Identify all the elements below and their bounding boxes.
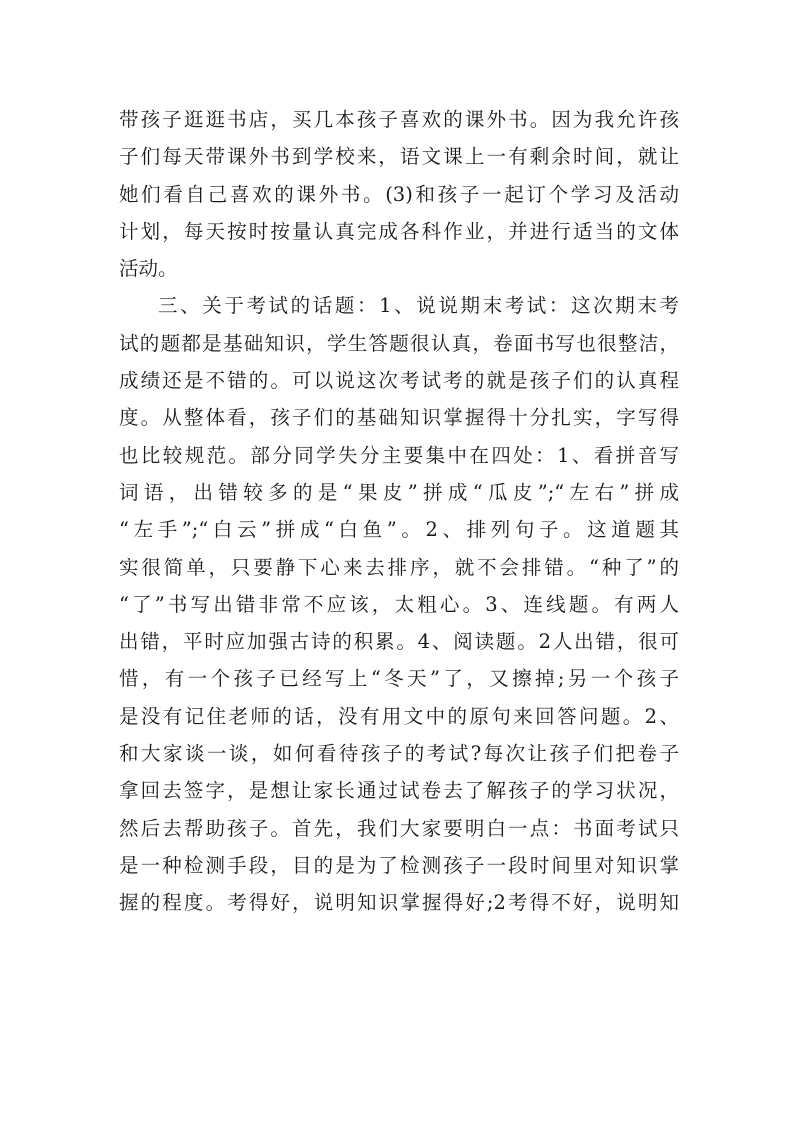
- text-line: 活动。: [119, 257, 178, 281]
- body-text: [119, 101, 679, 922]
- text-line: 实很简单，只要静下心来去排序，就不会排错。“种了”的: [119, 555, 679, 579]
- text-line: 惜，有一个孩子已经写上“冬天”了，又擦掉;另一个孩子: [119, 667, 679, 691]
- text-line: 出错，平时应加强古诗的积累。4、阅读题。2人出错，很可: [119, 630, 679, 654]
- text-line: 握的程度。考得好，说明知识掌握得好;2考得不好，说明知: [119, 891, 679, 915]
- text-line: 是没有记住老师的话，没有用文中的原句来回答问题。2、: [119, 704, 679, 728]
- text-line: 成绩还是不错的。可以说这次考试考的就是孩子们的认真程: [119, 369, 679, 393]
- text-line: 也比较规范。部分同学失分主要集中在四处：1、看拼音写: [119, 443, 679, 467]
- text-line: 是一种检测手段，目的是为了检测孩子一段时间里对知识掌: [119, 853, 679, 877]
- text-line: 拿回去签字，是想让家长通过试卷去了解孩子的学习状况，: [119, 779, 679, 803]
- text-line: 然后去帮助孩子。首先，我们大家要明白一点：书面考试只: [119, 816, 679, 840]
- text-line: 带孩子逛逛书店，买几本孩子喜欢的课外书。因为我允许孩: [119, 108, 679, 131]
- text-line: “了”书写出错非常不应该，太粗心。3、连线题。有两人: [119, 592, 679, 616]
- text-line: 词语，出错较多的是“果皮”拼成“瓜皮”;“左右”拼成: [119, 480, 679, 504]
- text-line: 度。从整体看，孩子们的基础知识掌握得十分扎实，字写得: [119, 406, 679, 430]
- text-line: 子们每天带课外书到学校来，语文课上一有剩余时间，就让: [119, 145, 679, 169]
- text-line: “左手”;“白云”拼成“白鱼”。2、排列句子。这道题其: [119, 518, 679, 542]
- text-line: 试的题都是基础知识，学生答题很认真，卷面书写也很整洁，: [119, 331, 679, 355]
- text-line: 和大家谈一谈，如何看待孩子的考试?每次让孩子们把卷子: [119, 742, 679, 766]
- text-line: 计划，每天按时按量认真完成各科作业，并进行适当的文体: [119, 219, 679, 243]
- text-line: 她们看自己喜欢的课外书。(3)和孩子一起订个学习及活动: [119, 182, 679, 206]
- paragraph-start-line: 三、关于考试的话题：1、说说期末考试：这次期末考: [158, 294, 679, 318]
